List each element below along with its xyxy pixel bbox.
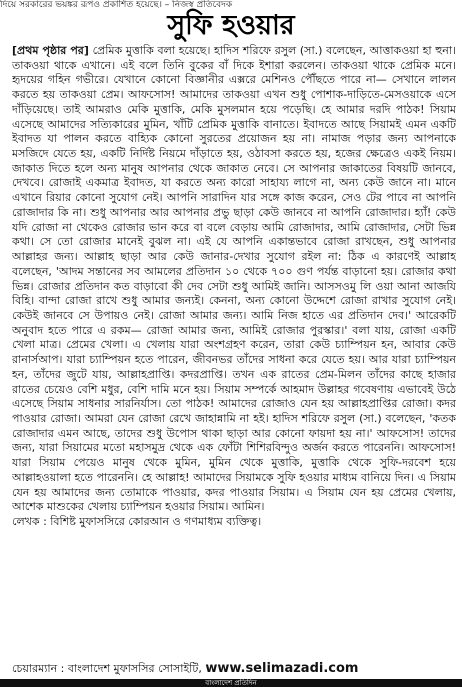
article-headline: সুফি হওয়ার	[167, 10, 295, 41]
article-body-text: প্রেমিক মুত্তাকি বলা হয়েছে। হাদিস শরিফে রসুল (সা.) বলেছেন, আত্তাকওয়া হা হুনা। তাকওয়া থাকে এখানে। এই বলে তিনি বুকের বাঁ দিকে ইশারা করলেন। তাকওয়া থাকে প্রেমিক মনে। হৃদয়ের গহিন গভীরে। যেখানে কোনো বিজ্ঞানীর এক্সরে মেশিনও পৌঁছতে পারে না— সেখানে লালন করতে হয় তাকওয়া প্রেম। আফসোস! আমাদের তাকওয়া এখন শুধু পোশাক-দাড়িতে-মেসওয়াকে এসে দাঁড়িয়েছে। তাই আমরাও মেকি মুত্তাকি, মেকি মুসলমান হয়ে পড়েছি। হে আমার দরদি পাঠক! সিয়াম এসেছে আমাদের সত্যিকারের মুমিন, খাঁটি প্রেমিক মুত্তাকি বানাতে। ইবাদতে আছে সিয়ামই এমন একটি ইবাদত যা পালন করতে বাহ্যিক কোনো সুরতের প্রয়োজন হয় না। নামাজ পড়ার জন্য আপনাকে মসজিদে যেতে হয়, একটি নির্দিষ্ট নিয়মে দাঁড়াতে হয়, ওঠাবসা করতে হয়, হজের ক্ষেত্রেও একই নিয়ম। জাকাত দিতে হলে অন্য মানুষ আপনার থেকে জাকাত নেবে। সে আপনার জাকাতের বিষয়টি জানবে, দেখবে। রোজাই একমাত্র ইবাদত, যা করতে অন্য কারো সাহায্য লাগে না, অন্য কেউ জানে না। মানে এখানে রিয়ার কোনো সুযোগ নেই। আপনি সারাদিন যার সঙ্গে কাজ করেন, সেও টের পাবে না আপনি রোজাদার কি না। শুধু আপনার আর আপনার প্রভু ছাড়া কেউ জানবে না আপনি রোজাদার। হ্যাঁ! কেউ যদি রোজা না থেকেও রোজার ভান করে বা বলে বেড়ায় আমি রোজাদার, আমি রোজাদার, সেটা ভিন্ন কথা। সে তো রোজার মানেই বুঝল না। এই যে আপনি একান্তভাবে রোজা রাখছেন, শুধু আপনার আল্লাহর জন্য। আল্লাহ ছাড়া আর কেউ জানার-দেখার সুযোগ রইল না: ঠিক এ কারণেই আল্লাহ বলেছেন, 'আদম সন্তানের সব আমলের প্রতিদান ১০ থেকে ৭০০ গুণ পর্যন্ত বাড়ানো হয়। রোজার কথা ভিন্ন। রোজার প্রতিদান কত বাড়াবো কী দেব সেটা শুধু আমিই জানি। আসসওমু লি ওয়া আনা আজযি বিহি। বান্দা রোজা রাখে শুধু আমার জন্যই। কেননা, অন্য কোনো উদ্দেশে রোজা রাখার সুযোগ নেই। কেউই জানবে সে উপায়ও নেই। রোজা আমার জন্য। আমি নিজ হাতে এর প্রতিদান দেব।' আরেকটি অনুবাদ হতে পারে এ রকম— রোজা আমার জন্য, আমিই রোজার পুরস্কার।' বলা যায়, রোজা একটি খেলা মাত্র। প্রেমের খেলা। এ খেলায় যারা অংশগ্রহণ করেন, তারা কেউ চ্যাম্পিয়ন হন, আবার কেউ রানার্সআপ। যারা চ্যাম্পিয়ন হতে পারেন, জীবনভর তাঁদের সাধনা করে যেতে হয়। আর যারা চ্যাম্পিয়ন হন, তাঁদের জুটে যায়, আল্লাহপ্রাপ্তি। কদরপ্রাপ্তি। তখন এক রাতের প্রেম-মিলন তাঁদের কাছে হাজার রাতের চেয়েও বেশি মধুর, বেশি দামি মনে হয়। সিয়াম সম্পর্কে আহমাদ উল্লাহর গবেষণায় এভাবেই উঠে এসেছে সিয়াম সাধনার সারনির্যাস। তো পাঠক! আমাদের রোজাও যেন হয় আল্লাহপ্রাপ্তির রোজা। কদর পাওয়ার রোজা। আমরা যেন রোজা রেখে জাহান্নামি না হই। হাদিস শরিফে রসুল (সা.) বলেছেন, 'কতক রোজাদার এমন আছে, তাদের শুধু উপোস থাকা ছাড়া আর কোনো ফায়দা হয় না।' আফসোস! তাদের জন্য, যারা সিয়ামের মতো মহাসমুদ্র থেকে এক ফোঁটা শিশিরবিন্দুও অর্জন করতে পারেননি। আফসোস! যারা সিয়াম পেয়েও মানুষ থেকে মুমিন, মুমিন থেকে মুত্তাকি, মুত্তাকি থেকে সুফি-দরবেশ হয়ে আল্লাহওয়ালা হতে পারেননি। হে আল্লাহ! আমাদের সিয়ামকে সুফি হওয়ার মাধ্যম বানিয়ে দিন। এ সিয়াম যেন হয় আমাদের জন্য তোমাকে পাওয়ার, কদর পাওয়ার সিয়াম। এ সিয়াম যেন হয় প্রেমের খেলায়, আশেক মাশুকের খেলায় চ্যাম্পিয়ন হওয়ার সিয়াম। আমিন।	[12, 44, 456, 514]
article-body	[12, 44, 456, 656]
continued-from-label: [প্রথম পৃষ্ঠার পর]	[12, 44, 89, 57]
next-article-header-strip: বাংলাদেশ প্রতিদিন	[0, 679, 462, 687]
author-line: লেখক : বিশিষ্ট মুফাসসিরে কোরআন ও গণমাধ্যম ব্যক্তিত্ব।	[12, 515, 262, 528]
previous-article-tail: দিয়ে সরকারের ভয়ঙ্কর রূপও প্রকাশিত হয়েছে। – নিজস্ব প্রতিবেদক	[0, 0, 233, 10]
author-affiliation	[12, 662, 456, 676]
author-website-link[interactable]: www.selimazadi.com	[205, 662, 359, 676]
chairman-line: চেয়ারম্যান : বাংলাদেশ মুফাসসির সোসাইটি,	[12, 662, 202, 675]
